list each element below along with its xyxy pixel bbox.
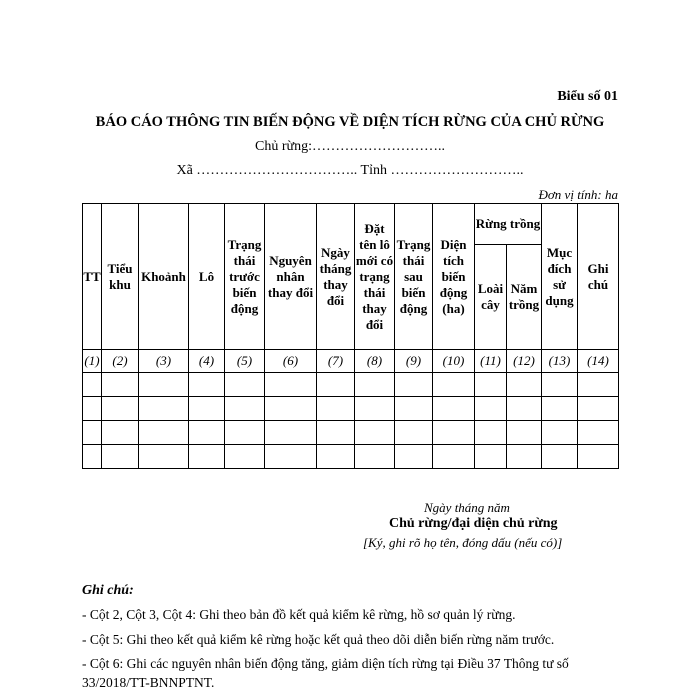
owner-line: Chủ rừng:……………………….. [255,139,445,154]
col-number: (6) [265,350,317,373]
col-header-5: Trạng thái trước biến động [225,204,265,350]
col-number: (9) [395,350,433,373]
report-table [82,203,619,469]
col-number: (3) [139,350,189,373]
col-header-6: Nguyên nhân thay đổi [265,204,317,350]
col-number: (12) [507,350,542,373]
signature-instruction: [Ký, ghi rõ họ tên, đóng dấu (nếu có)] [363,535,563,550]
note-item: - Cột 6: Ghi các nguyên nhân biến động tăng, giảm diện tích rừng tại Điều 37 Thông tư số 33/2018/TT-BNNPTNT. [82,656,569,690]
col-header-12: Năm trồng [507,245,542,350]
column-number-row [83,350,619,373]
col-number: (4) [189,350,225,373]
col-number: (13) [542,350,578,373]
col-header-4: Lô [189,204,225,350]
table-row [83,421,619,445]
location-line: Xã …………………………….. Tỉnh ……………………….. [176,163,524,178]
report-title: BÁO CÁO THÔNG TIN BIẾN ĐỘNG VỀ DIỆN TÍCH RỪNG CỦA CHỦ RỪNG [95,114,605,130]
note-item: - Cột 2, Cột 3, Cột 4: Ghi theo bản đồ kết quả kiểm kê rừng, hồ sơ quản lý rừng. [82,607,516,622]
col-number: (5) [225,350,265,373]
form-number: Biểu số 01 [557,89,618,104]
col-header-8: Đặt tên lô mới có trạng thái thay đổi [355,204,395,350]
table-row [83,445,619,469]
col-header-10: Diện tích biến động (ha) [433,204,475,350]
col-header-13: Mục đích sử dụng [542,204,578,350]
col-number: (7) [317,350,355,373]
col-number: (8) [355,350,395,373]
col-number: (14) [578,350,619,373]
col-header-1: TT [83,204,102,350]
col-header-11: Loài cây [475,245,507,350]
col-number: (10) [433,350,475,373]
col-header-9: Trạng thái sau biến động [395,204,433,350]
note-item: - Cột 5: Ghi theo kết quả kiểm kê rừng hoặc kết quả theo dõi diễn biến rừng năm trước. [82,632,555,647]
signature-date: Ngày tháng năm [424,500,510,515]
unit-label: Đơn vị tính: ha [538,187,618,202]
notes-heading: Ghi chú: [82,583,134,598]
col-header-3: Khoảnh [139,204,189,350]
col-number: (2) [102,350,139,373]
col-header-14: Ghi chú [578,204,619,350]
signature-title: Chủ rừng/đại diện chủ rừng [389,516,558,531]
col-header-7: Ngày tháng thay đổi [317,204,355,350]
group-header-planted-forest: Rừng trồng [475,204,542,245]
col-number: (11) [475,350,507,373]
col-header-2: Tiểu khu [102,204,139,350]
table-row [83,373,619,397]
table-row [83,397,619,421]
col-number: (1) [83,350,102,373]
